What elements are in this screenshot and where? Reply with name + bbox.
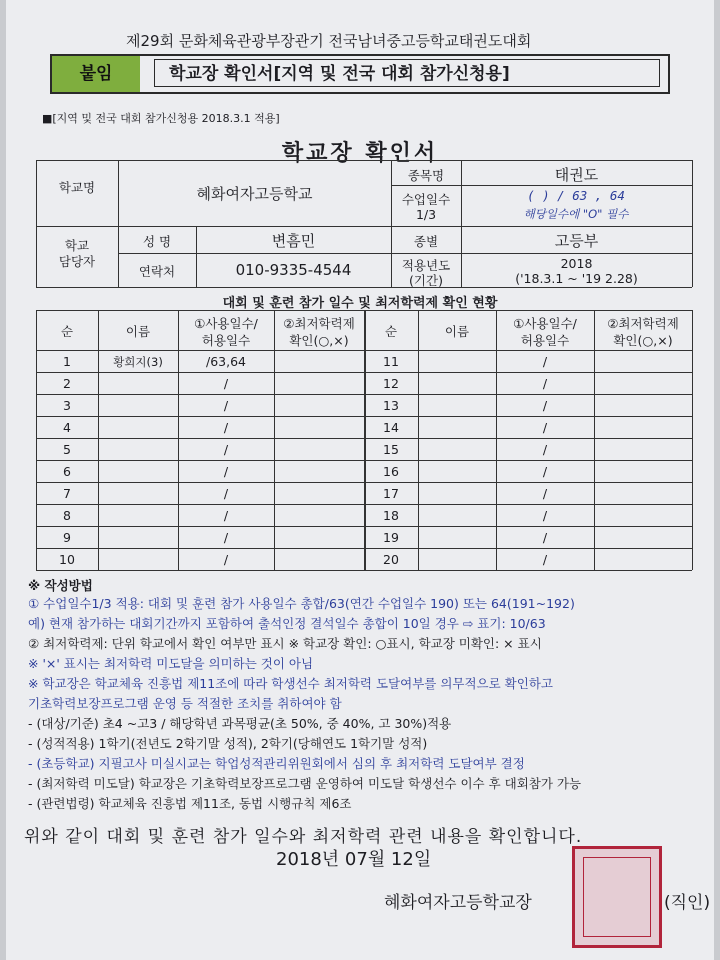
contact-label: 연락처 bbox=[138, 264, 176, 279]
year-value: 2018 bbox=[560, 256, 593, 271]
usage-days: / bbox=[223, 420, 229, 435]
header-days-left: ①사용일수/ bbox=[194, 316, 258, 331]
form-note: ■[지역 및 전국 대회 참가신청용 2018.3.1 적용] bbox=[42, 112, 280, 125]
row-number: 5 bbox=[63, 442, 71, 457]
usage-days: / bbox=[223, 464, 229, 479]
year-label-2: (기간) bbox=[409, 273, 443, 288]
usage-days: / bbox=[542, 552, 548, 567]
signature-role: (직인) bbox=[664, 893, 711, 913]
row-number: 9 bbox=[63, 530, 71, 545]
days-label-fraction: 1/3 bbox=[415, 207, 437, 222]
year-label: 적용년도 bbox=[401, 258, 451, 273]
row-number: 8 bbox=[63, 508, 71, 523]
usage-days: / bbox=[542, 464, 548, 479]
form-header bbox=[50, 54, 670, 94]
row-number: 12 bbox=[383, 376, 399, 391]
instruction-line: - (초등학교) 지필고사 미실시교는 학업성적관리위원회에서 심의 후 최저학력 도달여부 결정 bbox=[28, 756, 525, 771]
instructions-heading: ※ 작성방법 bbox=[28, 578, 93, 593]
row-number: 2 bbox=[63, 376, 71, 391]
usage-days: / bbox=[542, 530, 548, 545]
usage-days: / bbox=[542, 376, 548, 391]
teacher-label: 학교 bbox=[64, 238, 90, 253]
teacher-name: 변흠민 bbox=[271, 232, 316, 250]
instruction-line: ※ 학교장은 학교체육 진흥법 제11조에 따라 학생선수 최저학력 도달여부를 의무적으로 확인하고 bbox=[28, 676, 553, 691]
row-number: 20 bbox=[383, 552, 399, 567]
phone-number: 010-9335-4544 bbox=[235, 261, 352, 279]
usage-days: / bbox=[542, 354, 548, 369]
usage-days: / bbox=[223, 508, 229, 523]
instruction-line: 예) 현재 참가하는 대회기간까지 포함하여 출석인정 결석일수 총합이 10일 경우 ⇨ 표기: 10/63 bbox=[28, 616, 546, 631]
sport-value: 태권도 bbox=[554, 166, 599, 184]
usage-days: / bbox=[223, 530, 229, 545]
row-number: 13 bbox=[383, 398, 399, 413]
row-number: 16 bbox=[383, 464, 399, 479]
school-name: 혜화여자고등학교 bbox=[196, 185, 313, 203]
days-label: 수업일수 bbox=[401, 192, 451, 207]
row-number: 15 bbox=[383, 442, 399, 457]
header-min-right: ②최저학력제 bbox=[607, 316, 679, 331]
header-days-left-2: 허용일수 bbox=[201, 333, 251, 348]
usage-days: / bbox=[223, 442, 229, 457]
header-days-right: ①사용일수/ bbox=[513, 316, 577, 331]
instruction-line: - (성적적용) 1학기(전년도 2학기말 성적), 2학기(당해연도 1학기말 성적) bbox=[28, 736, 428, 751]
attachment-tag: 붙임 bbox=[52, 56, 140, 92]
header-name-right: 이름 bbox=[444, 324, 470, 339]
year-period: ('18.3.1 ~ '19 2.28) bbox=[515, 271, 638, 286]
header-days-right-2: 허용일수 bbox=[520, 333, 570, 348]
usage-days: /63,64 bbox=[206, 354, 246, 369]
teacher-label-2: 담당자 bbox=[58, 254, 96, 269]
instruction-line: - (관련법령) 학교체육 진흥법 제11조, 동법 시행규칙 제6조 bbox=[28, 796, 352, 811]
signature-school: 혜화여자고등학교장 bbox=[384, 893, 532, 913]
row-number: 3 bbox=[63, 398, 71, 413]
row-number: 11 bbox=[383, 354, 399, 369]
row-number: 17 bbox=[383, 486, 399, 501]
instruction-line: ※ '×' 표시는 최저학력 미도달을 의미하는 것이 아님 bbox=[28, 656, 314, 671]
usage-days: / bbox=[223, 486, 229, 501]
row-number: 4 bbox=[63, 420, 71, 435]
usage-days: / bbox=[542, 420, 548, 435]
division-label: 종별 bbox=[413, 234, 439, 249]
sport-label: 종목명 bbox=[407, 168, 445, 183]
usage-days: / bbox=[223, 552, 229, 567]
days-hint: 해당일수에 "O" 필수 bbox=[523, 207, 629, 221]
document-title: 학교장 확인서 bbox=[281, 141, 439, 166]
header-min-left: ②최저학력제 bbox=[283, 316, 355, 331]
document-date: 2018년 07월 12일 bbox=[276, 849, 432, 870]
instruction-line: - (최저학력 미도달) 학교장은 기초학력보장프로그램 운영하여 미도달 학생선수 이수 후 대회참가 가능 bbox=[28, 776, 582, 791]
form-title: 학교장 확인서[지역 및 전국 대회 참가신청용] bbox=[154, 59, 660, 87]
school-label: 학교명 bbox=[58, 180, 96, 195]
header-min-right-2: 확인(○,×) bbox=[613, 333, 673, 348]
row-number: 19 bbox=[383, 530, 399, 545]
usage-days: / bbox=[542, 486, 548, 501]
header-num-left: 순 bbox=[60, 324, 74, 339]
usage-days: / bbox=[542, 508, 548, 523]
division-value: 고등부 bbox=[554, 232, 599, 250]
days-value: ( ) / 63 , 64 bbox=[527, 188, 625, 203]
official-seal bbox=[572, 846, 662, 948]
athlete-name: 황희지(3) bbox=[113, 355, 163, 369]
instruction-line: 기초학력보장프로그램 운영 등 적절한 조치를 취하여야 함 bbox=[28, 696, 342, 711]
usage-days: / bbox=[542, 442, 548, 457]
row-number: 1 bbox=[63, 354, 71, 369]
row-number: 6 bbox=[63, 464, 71, 479]
usage-days: / bbox=[542, 398, 548, 413]
instruction-line: ① 수업일수1/3 적용: 대회 및 훈련 참가 사용일수 총합/63(연간 수업일수 190) 또는 64(191~192) bbox=[28, 596, 575, 611]
row-number: 18 bbox=[383, 508, 399, 523]
header-min-left-2: 확인(○,×) bbox=[289, 333, 349, 348]
header-num-right: 순 bbox=[384, 324, 398, 339]
document-page bbox=[6, 0, 714, 960]
usage-days: / bbox=[223, 376, 229, 391]
instruction-line: ② 최저학력제: 단위 학교에서 확인 여부만 표시 ※ 학교장 확인: ○표시, 학교장 미확인: × 표시 bbox=[28, 636, 542, 651]
row-number: 10 bbox=[59, 552, 75, 567]
participation-title: 대회 및 훈련 참가 일수 및 최저학력제 확인 현황 bbox=[222, 296, 498, 311]
usage-days: / bbox=[223, 398, 229, 413]
instruction-line: - (대상/기준) 초4 ~고3 / 해당학년 과목평균(초 50%, 중 40%, 고 30%)적용 bbox=[28, 716, 452, 731]
header-name-left: 이름 bbox=[125, 324, 151, 339]
row-number: 14 bbox=[383, 420, 399, 435]
name-label: 성 명 bbox=[142, 234, 172, 249]
confirmation-statement: 위와 같이 대회 및 훈련 참가 일수와 최저학력 관련 내용을 확인합니다. bbox=[24, 827, 583, 847]
event-title: 제29회 문화체육관광부장관기 전국남녀중고등학교태권도대회 bbox=[126, 32, 532, 50]
row-number: 7 bbox=[63, 486, 71, 501]
